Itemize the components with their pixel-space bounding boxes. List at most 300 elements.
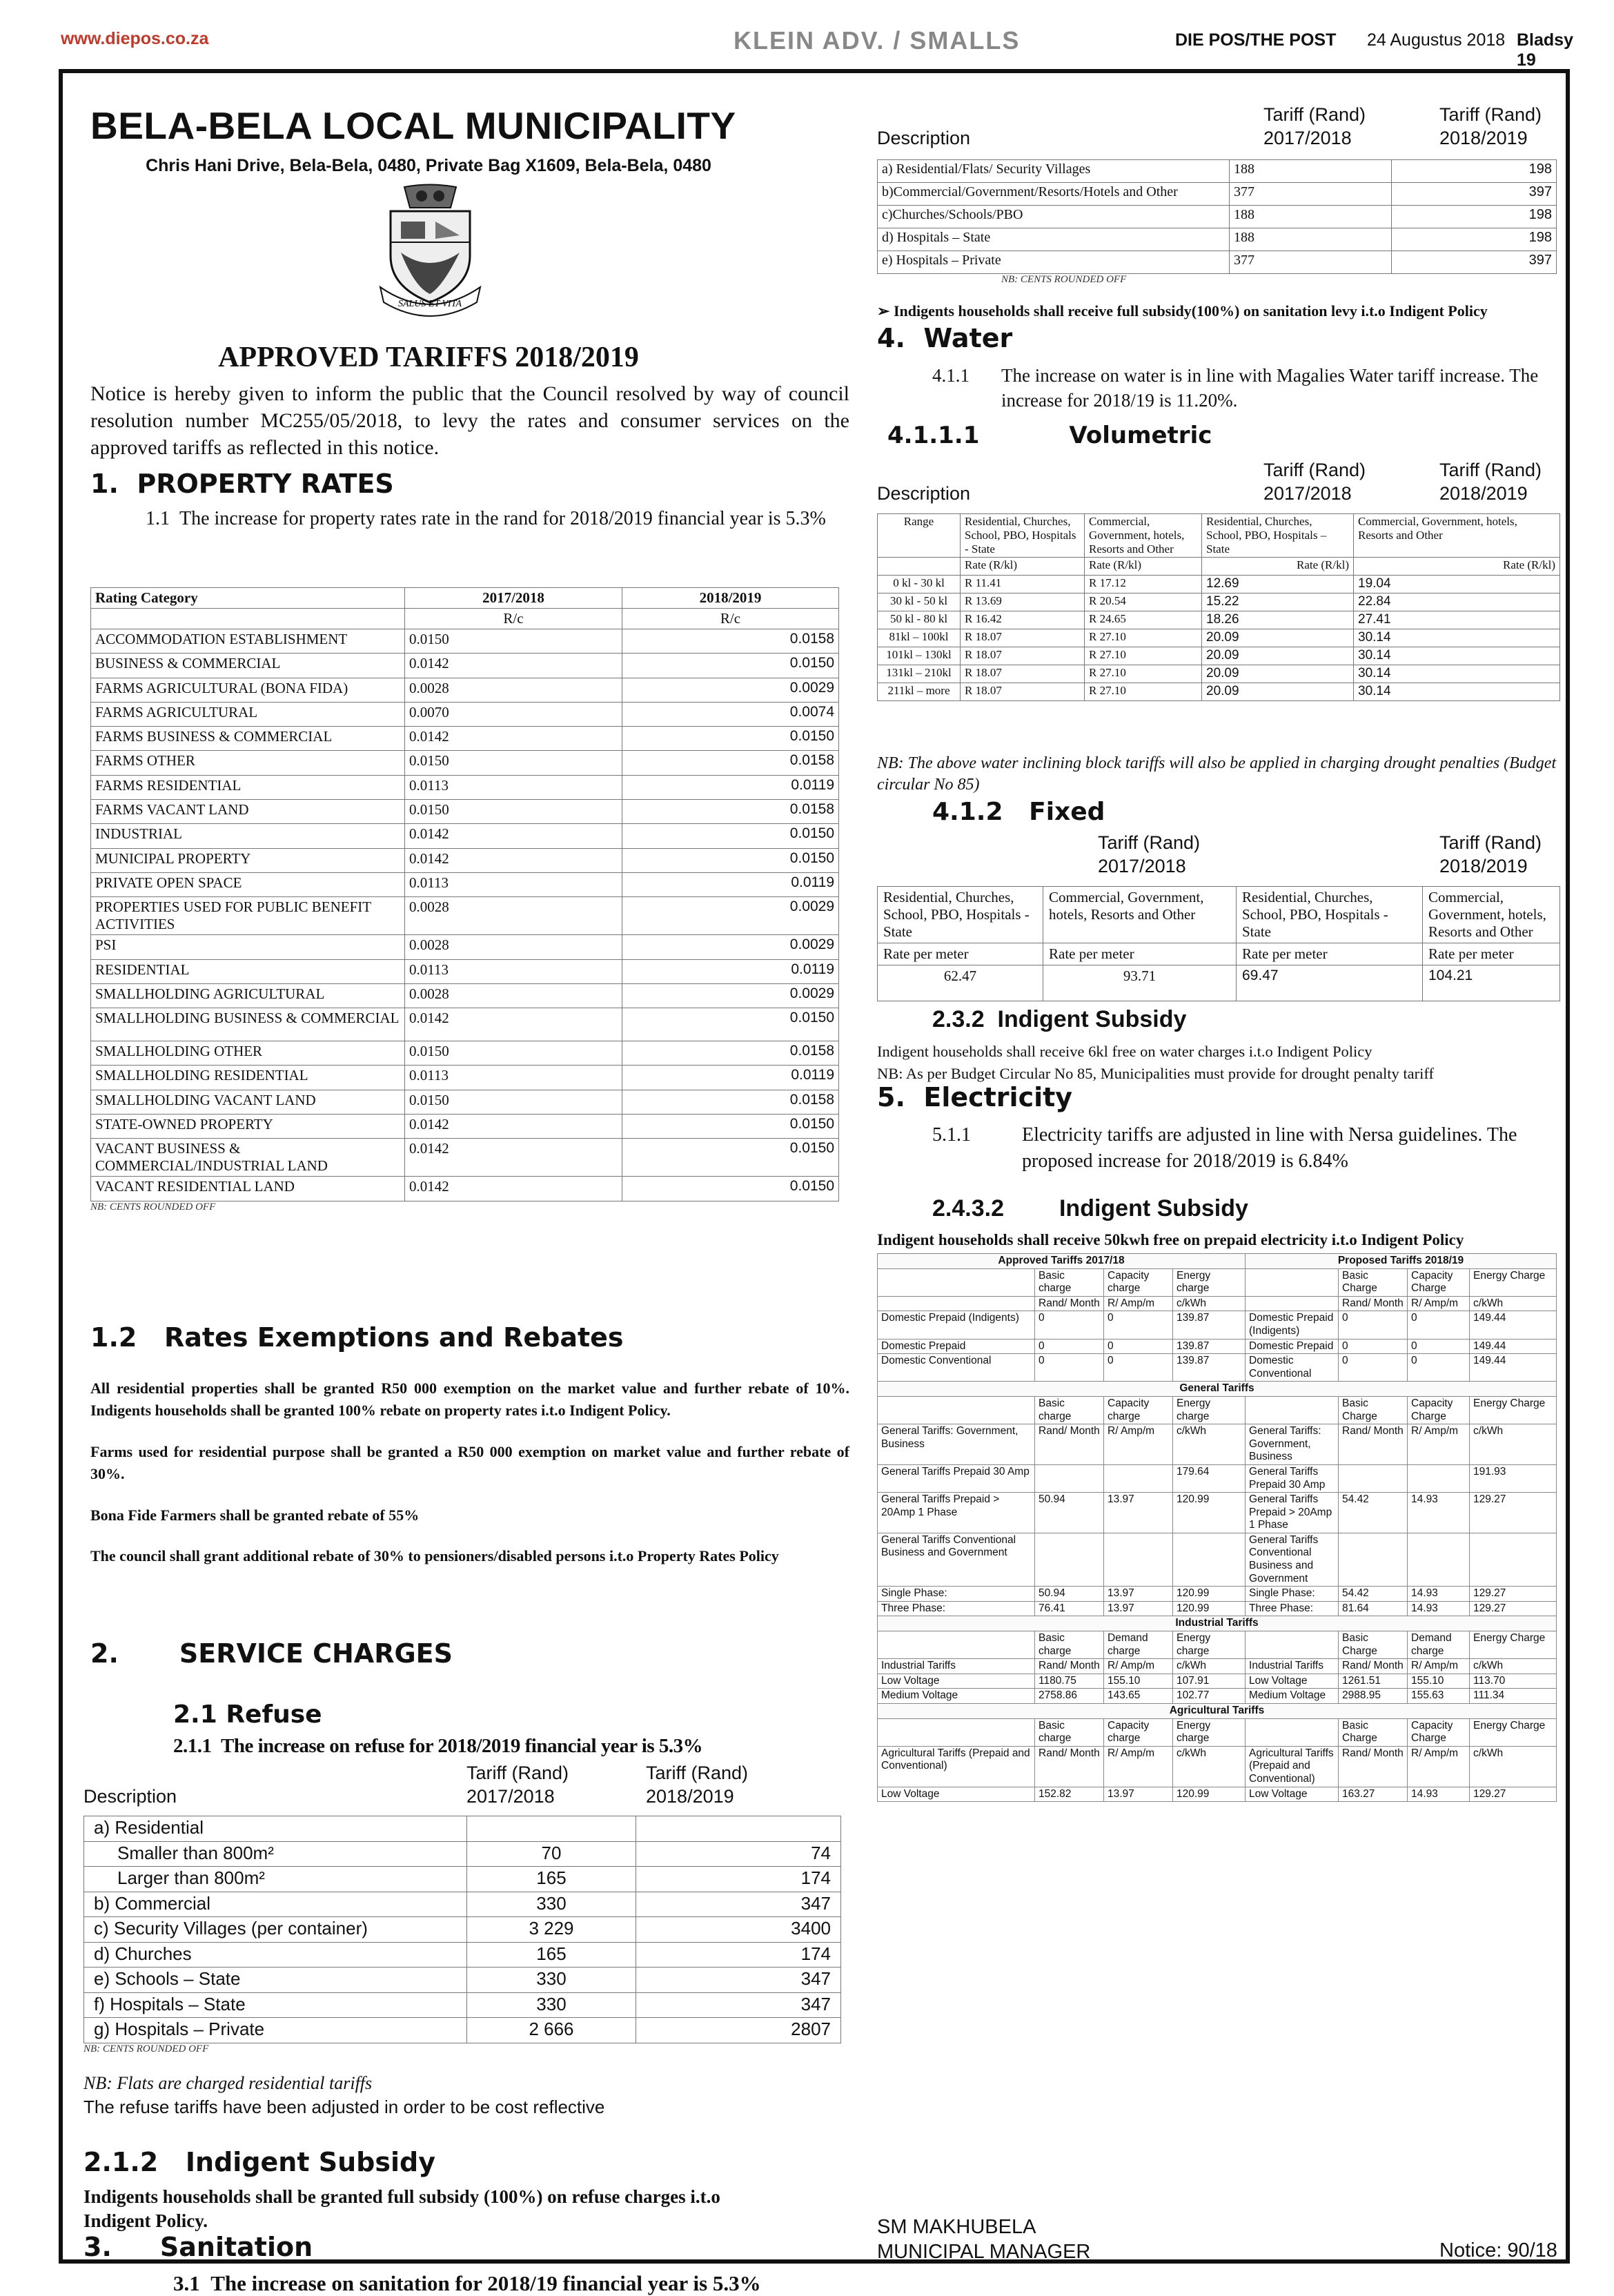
table-row	[84, 1968, 841, 1993]
value: 0	[1339, 1354, 1408, 1382]
tariff-2018: 347	[636, 1992, 841, 2018]
tariff-2018: 174	[636, 1867, 841, 1892]
unit-label: c/kWh	[1173, 1659, 1246, 1674]
table-row	[878, 1311, 1557, 1339]
table-row	[878, 1354, 1557, 1382]
value: 163.27	[1339, 1787, 1408, 1802]
table-row	[84, 2018, 841, 2043]
manager-name: SM MAKHUBELA	[877, 2216, 1036, 2238]
col-2017: 2017/2018	[1263, 483, 1352, 504]
capacity-charge-header: Capacity charge	[1104, 1396, 1173, 1424]
indigent-line: Indigent households shall receive 6kl free on water charges i.t.o Indigent Policy	[877, 1043, 1372, 1060]
unit-label: R/ Amp/m	[1104, 1659, 1173, 1674]
publication-name: DIE POS/THE POST	[1175, 30, 1337, 50]
heading-text: Rates Exemptions and Rebates	[164, 1322, 624, 1353]
row-label: General Tariffs Prepaid > 20Amp 1 Phase	[1246, 1493, 1339, 1533]
table-row	[878, 576, 1560, 593]
sub-text: The increase on refuse for 2018/2019 financial year is 5.3%	[221, 1735, 703, 1757]
rate-2017: 0.0113	[405, 775, 622, 799]
col-tariff: Tariff (Rand)	[1439, 104, 1542, 125]
table-row	[878, 1533, 1557, 1586]
residential-2018: 20.09	[1202, 647, 1354, 665]
tariff-2017: 70	[467, 1841, 636, 1867]
value: 13.97	[1104, 1587, 1173, 1602]
value	[1173, 1533, 1246, 1586]
electricity-table	[877, 1253, 1557, 2192]
residential-2018: 20.09	[1202, 629, 1354, 647]
unit-label: c/kWh	[1173, 1424, 1246, 1465]
value	[1035, 1533, 1104, 1586]
rate-2017: 0.0113	[405, 872, 622, 896]
basic-charge-header: Basic charge	[1035, 1718, 1104, 1746]
refuse-description: d) Churches	[84, 1942, 467, 1968]
table-header-row	[878, 1718, 1557, 1746]
table-row	[878, 665, 1560, 683]
value: 139.87	[1173, 1339, 1246, 1354]
residential-2018: 15.22	[1202, 593, 1354, 611]
table-row	[91, 1090, 839, 1114]
table-row	[878, 160, 1557, 183]
rate-2017: 0.0150	[405, 1090, 622, 1114]
units-row	[878, 1746, 1557, 1787]
unit-label: Rand/ Month	[1035, 1424, 1104, 1465]
table-header-row	[878, 1396, 1557, 1424]
rating-category: MUNICIPAL PROPERTY	[91, 848, 405, 872]
commercial-2017: R 17.12	[1085, 576, 1202, 593]
residential-2017: R 18.07	[961, 629, 1085, 647]
range: 101kl – 130kl	[878, 647, 961, 665]
commercial-2017: R 24.65	[1085, 611, 1202, 629]
residential-2018: 18.26	[1202, 611, 1354, 629]
rate-2018: 0.0119	[622, 775, 839, 799]
heading-number: 1.2	[90, 1322, 137, 1353]
value: 107.91	[1173, 1674, 1246, 1689]
col-tariff: Tariff (Rand)	[1439, 832, 1542, 853]
tariff-2018: 198	[1392, 228, 1557, 251]
drought-note: NB: The above water inclining block tariffs will also be applied in charging drought penalties (Budget circular No 85)	[877, 754, 1557, 794]
row-label: General Tariffs: Government, Business	[1246, 1424, 1339, 1465]
rating-category: PSI	[91, 935, 405, 959]
table-row	[878, 1587, 1557, 1602]
table-row	[91, 678, 839, 702]
col-2018: 2018/2019	[622, 588, 839, 609]
value: 120.99	[1173, 1601, 1246, 1616]
row-label: Low Voltage	[878, 1674, 1035, 1689]
table-row	[84, 1942, 841, 1968]
rate-2018: 0.0150	[622, 1115, 839, 1139]
value: 120.99	[1173, 1493, 1246, 1533]
col-commercial-2017: Commercial, Government, hotels, Resorts and Other	[1043, 887, 1237, 943]
value: 149.44	[1470, 1339, 1557, 1354]
row-label: Domestic Prepaid	[878, 1339, 1035, 1354]
signatory	[877, 2215, 1090, 2265]
value: 0	[1339, 1339, 1408, 1354]
refuse-description: c) Security Villages (per container)	[84, 1917, 467, 1943]
tariff-2017: 2 666	[467, 2018, 636, 2043]
rebate-paragraph: The council shall grant additional rebate of 30% to pensioners/disabled persons i.t.o Property Rates Policy	[90, 1547, 779, 1565]
rate-2018: 0.0158	[622, 629, 839, 654]
value: 2988.95	[1339, 1689, 1408, 1704]
heading-text: SERVICE CHARGES	[179, 1638, 453, 1669]
value: 143.65	[1104, 1689, 1173, 1704]
row-label: General Tariffs Prepaid 30 Amp	[878, 1464, 1035, 1492]
table-row	[91, 959, 839, 983]
value	[1339, 1533, 1408, 1586]
row-label: Industrial Tariffs	[878, 1659, 1035, 1674]
row-label: Domestic Conventional	[878, 1354, 1035, 1382]
table-header-row	[878, 1631, 1557, 1659]
range: 131kl – 210kl	[878, 665, 961, 683]
tariff-2018: 397	[1392, 183, 1557, 206]
row-label: General Tariffs Prepaid > 20Amp 1 Phase	[878, 1493, 1035, 1533]
unit-label: Rand/ Month	[1035, 1296, 1104, 1311]
refuse-table-header	[83, 1763, 849, 1811]
tariff-2018	[636, 1816, 841, 1842]
municipality-address: Chris Hani Drive, Bela-Bela, 0480, Private Bag X1609, Bela-Bela, 0480	[146, 156, 711, 175]
rate-unit: Rate per meter	[1423, 943, 1560, 965]
rating-category: VACANT BUSINESS & COMMERCIAL/INDUSTRIAL LAND	[91, 1139, 405, 1177]
value: 155.63	[1408, 1689, 1470, 1704]
row-label: Agricultural Tariffs (Prepaid and Conventional)	[878, 1746, 1035, 1787]
capacity-charge-header: Capacity charge	[1104, 1718, 1173, 1746]
value	[1470, 1533, 1557, 1586]
fixed-value: 62.47	[878, 965, 1043, 1001]
unit-label: R/ Amp/m	[1408, 1424, 1470, 1465]
heading-number: 2.1.2	[83, 2147, 159, 2177]
residential-2017: R 11.41	[961, 576, 1085, 593]
sanitation-indigent-note: ➢ Indigents households shall receive full subsidy(100%) on sanitation levy i.t.o Indigent Policy	[877, 302, 1488, 320]
rate-2018: 0.0029	[622, 897, 839, 935]
value: 0	[1104, 1339, 1173, 1354]
table-row	[878, 251, 1557, 274]
value: 0	[1035, 1354, 1104, 1382]
table-row	[878, 206, 1557, 228]
sanitation-description: b)Commercial/Government/Resorts/Hotels and Other	[878, 183, 1230, 206]
heading-text: Indigent Subsidy	[997, 1006, 1187, 1032]
table-row	[878, 1339, 1557, 1354]
residential-2017: R 18.07	[961, 683, 1085, 701]
tariff-2017	[467, 1816, 636, 1842]
heading-text: Indigent Subsidy	[185, 2147, 435, 2177]
col-2018: 2018/2019	[1439, 483, 1528, 504]
range: 0 kl - 30 kl	[878, 576, 961, 593]
table-row	[84, 1841, 841, 1867]
row-label: Industrial Tariffs	[1246, 1659, 1339, 1674]
heading-number: 3.	[83, 2232, 112, 2262]
proposed-tariffs-header: Proposed Tariffs 2018/19	[1246, 1254, 1557, 1269]
rate-2017: 0.0150	[405, 751, 622, 775]
value: 14.93	[1408, 1787, 1470, 1802]
rating-category: FARMS BUSINESS & COMMERCIAL	[91, 727, 405, 751]
rate-2017: 0.0142	[405, 654, 622, 678]
row-label: Low Voltage	[1246, 1787, 1339, 1802]
notice-number: Notice: 90/18	[1439, 2239, 1557, 2261]
table-row	[878, 1601, 1557, 1616]
value: 120.99	[1173, 1787, 1246, 1802]
rate-2017: 0.0142	[405, 1008, 622, 1041]
fixed-value: 69.47	[1237, 965, 1423, 1001]
tariff-2017: 165	[467, 1942, 636, 1968]
commercial-2018: 30.14	[1354, 647, 1560, 665]
sub-text: The increase on sanitation for 2018/19 financial year is 5.3%	[210, 2271, 761, 2295]
basic-charge-header: Basic Charge	[1339, 1718, 1408, 1746]
commercial-2018: 30.14	[1354, 683, 1560, 701]
value: 102.77	[1173, 1689, 1246, 1704]
value: 54.42	[1339, 1587, 1408, 1602]
publication-date: 24 Augustus 2018	[1367, 30, 1506, 50]
unit-label: R/ Amp/m	[1408, 1659, 1470, 1674]
page-number: Bladsy 19	[1517, 30, 1573, 70]
unit-label: Rand/ Month	[1035, 1746, 1104, 1787]
rate-2018: 0.0158	[622, 751, 839, 775]
property-rates-heading	[90, 469, 394, 499]
col-tariff: Tariff (Rand)	[466, 1763, 569, 1783]
heading-number: 2.4.3.2	[932, 1195, 1004, 1221]
row-label: Domestic Prepaid (Indigents)	[1246, 1311, 1339, 1339]
rating-category: FARMS RESIDENTIAL	[91, 775, 405, 799]
tariff-2017: 188	[1230, 160, 1392, 183]
agricultural-tariffs-title	[878, 1704, 1557, 1719]
row-label: Domestic Conventional	[1246, 1354, 1339, 1382]
row-label: Medium Voltage	[878, 1689, 1035, 1704]
value: 13.97	[1104, 1493, 1173, 1533]
sanitation-increase-text	[173, 2271, 761, 2296]
heading-text: Indigent Subsidy	[1059, 1195, 1248, 1221]
value: 1180.75	[1035, 1674, 1104, 1689]
sub-text: The increase for property rates rate in the rand for 2018/2019 financial year is 5.3%	[179, 508, 826, 529]
commercial-2017: R 27.10	[1085, 629, 1202, 647]
basic-charge-header: Basic charge	[1035, 1396, 1104, 1424]
rating-category: FARMS VACANT LAND	[91, 800, 405, 824]
general-tariffs-title	[878, 1382, 1557, 1397]
unit-label: R/c	[405, 609, 622, 629]
cents-note: NB: CENTS ROUNDED OFF	[1001, 274, 1127, 285]
notice-frame	[59, 69, 1570, 2295]
tariff-2017: 330	[467, 1968, 636, 1993]
commercial-2018: 30.14	[1354, 629, 1560, 647]
range: 81kl – 100kl	[878, 629, 961, 647]
table-row	[878, 593, 1560, 611]
table-row	[91, 1041, 839, 1066]
table-row	[84, 1816, 841, 1842]
table-row	[84, 1867, 841, 1892]
tariff-2018: 347	[636, 1968, 841, 1993]
sanitation-description: c)Churches/Schools/PBO	[878, 206, 1230, 228]
rate-2018: 0.0158	[622, 1090, 839, 1114]
heading-number: 2.	[90, 1638, 119, 1669]
value: 2758.86	[1035, 1689, 1104, 1704]
table-row	[878, 1424, 1557, 1465]
sub-number: 2.1.1	[173, 1735, 212, 1757]
value	[1104, 1464, 1173, 1492]
rate-2017: 0.0113	[405, 1066, 622, 1090]
rate-2017: 0.0150	[405, 629, 622, 654]
residential-2018: 12.69	[1202, 576, 1354, 593]
tariff-2017: 188	[1230, 206, 1392, 228]
range: 50 kl - 80 kl	[878, 611, 961, 629]
value: 14.93	[1408, 1493, 1470, 1533]
table-row	[91, 1115, 839, 1139]
table-row	[878, 611, 1560, 629]
col-tariff: Tariff (Rand)	[646, 1763, 749, 1783]
residential-2017: R 16.42	[961, 611, 1085, 629]
col-description: Description	[877, 128, 971, 148]
rate-unit: Rate (R/kl)	[1085, 558, 1202, 576]
col-residential-2018: Residential, Churches, School, PBO, Hospitals – State	[1202, 514, 1354, 558]
value: 139.87	[1173, 1354, 1246, 1382]
site-url[interactable]: www.diepos.co.za	[61, 29, 209, 48]
rating-category: SMALLHOLDING OTHER	[91, 1041, 405, 1066]
energy-charge-header: Energy charge	[1173, 1718, 1246, 1746]
energy-charge-header: Energy Charge	[1470, 1268, 1557, 1296]
rate-2018: 0.0150	[622, 727, 839, 751]
table-row	[878, 1787, 1557, 1802]
rate-unit: Rate (R/kl)	[961, 558, 1085, 576]
sub-text: The increase on water is in line with Magalies Water tariff increase. The increase for 2018/19 is 11.20%.	[1001, 365, 1539, 411]
sanitation-table-header	[877, 104, 1560, 153]
unit-label: R/ Amp/m	[1104, 1424, 1173, 1465]
table-row	[91, 751, 839, 775]
heading-number: 4.	[877, 323, 905, 353]
value: 76.41	[1035, 1601, 1104, 1616]
refuse-increase-text	[173, 1735, 702, 1758]
notice-title: APPROVED TARIFFS 2018/2019	[218, 342, 639, 373]
energy-charge-header: Energy Charge	[1470, 1396, 1557, 1424]
table-row	[91, 702, 839, 726]
volumetric-table	[877, 513, 1560, 701]
value	[1408, 1464, 1470, 1492]
rebate-paragraph: Bona Fide Farmers shall be granted rebate of 55%	[90, 1506, 420, 1524]
unit-label: c/kWh	[1173, 1296, 1246, 1311]
col-residential-2018: Residential, Churches, School, PBO, Hospitals - State	[1237, 887, 1423, 943]
unit-label: c/kWh	[1470, 1746, 1557, 1787]
tariff-2017: 377	[1230, 251, 1392, 274]
rating-category: SMALLHOLDING VACANT LAND	[91, 1090, 405, 1114]
value: 152.82	[1035, 1787, 1104, 1802]
refuse-indigent-heading	[83, 2147, 435, 2177]
table-row	[84, 1992, 841, 2018]
table-row	[91, 654, 839, 678]
value	[1035, 1464, 1104, 1492]
rating-category: VACANT RESIDENTIAL LAND	[91, 1177, 405, 1201]
energy-charge-header: Energy charge	[1173, 1268, 1246, 1296]
basic-charge-header: Basic charge	[1035, 1631, 1104, 1659]
value: 113.70	[1470, 1674, 1557, 1689]
commercial-2017: R 27.10	[1085, 647, 1202, 665]
tariff-2018: 347	[636, 1892, 841, 1917]
table-row	[878, 1464, 1557, 1492]
value: 13.97	[1104, 1787, 1173, 1802]
service-charges-heading	[90, 1638, 453, 1669]
property-increase-text	[146, 507, 843, 531]
table-row	[878, 683, 1560, 701]
refuse-indigent-text: Indigents households shall be granted full subsidy (100%) on refuse charges i.t.o Indigent Policy.	[83, 2186, 720, 2232]
residential-2018: 20.09	[1202, 665, 1354, 683]
heading-text: Refuse	[226, 1700, 322, 1729]
rating-category: INDUSTRIAL	[91, 824, 405, 848]
commercial-2017: R 27.10	[1085, 683, 1202, 701]
approved-tariffs-header: Approved Tariffs 2017/18	[878, 1254, 1246, 1269]
heading-text: Electricity	[923, 1082, 1073, 1112]
sanitation-table	[877, 159, 1557, 286]
sub-text: Electricity tariffs are adjusted in line with Nersa guidelines. The proposed increase for 2018/2019 is 6.84%	[1022, 1124, 1517, 1172]
table-row	[91, 775, 839, 799]
row-label: General Tariffs Prepaid 30 Amp	[1246, 1464, 1339, 1492]
value: 129.27	[1470, 1587, 1557, 1602]
basic-charge-header: Basic charge	[1035, 1268, 1104, 1296]
rate-2017: 0.0142	[405, 848, 622, 872]
water-indigent-heading	[932, 1006, 1186, 1033]
range: 30 kl - 50 kl	[878, 593, 961, 611]
tariff-2018: 174	[636, 1942, 841, 1968]
col-2017: 2017/2018	[466, 1786, 555, 1807]
value: 111.34	[1470, 1689, 1557, 1704]
energy-charge-header: Energy charge	[1173, 1631, 1246, 1659]
tariff-2018: 397	[1392, 251, 1557, 274]
unit-label: R/c	[622, 609, 839, 629]
row-label: Three Phase:	[1246, 1601, 1339, 1616]
heading-text: Sanitation	[159, 2232, 313, 2262]
sanitation-heading	[83, 2232, 313, 2262]
value: 0	[1408, 1339, 1470, 1354]
col-2017: 2017/2018	[405, 588, 622, 609]
value: 54.42	[1339, 1493, 1408, 1533]
table-row	[84, 1892, 841, 1917]
commercial-2018: 19.04	[1354, 576, 1560, 593]
tariff-2018: 3400	[636, 1917, 841, 1943]
rebate-paragraph: Farms used for residential purpose shall be granted a R50 000 exemption on market value and further rebate of 30%.	[90, 1442, 849, 1482]
intro-paragraph: Notice is hereby given to inform the public that the Council resolved by way of council resolution number MC255/05/2018, to levy the rates and consumer services on the approved tariffs as reflected in this notice.	[90, 382, 849, 459]
rating-category: FARMS AGRICULTURAL	[91, 702, 405, 726]
col-commercial-2017: Commercial, Government, hotels, Resorts and Other	[1085, 514, 1202, 558]
heading-number: 4.1.1.1	[887, 422, 980, 449]
rate-2017: 0.0142	[405, 1139, 622, 1177]
rate-unit: Rate (R/kl)	[1354, 558, 1560, 576]
col-tariff: Tariff (Rand)	[1439, 460, 1542, 480]
refuse-description: Smaller than 800m²	[84, 1841, 467, 1867]
row-label: Low Voltage	[1246, 1674, 1339, 1689]
value: 149.44	[1470, 1354, 1557, 1382]
rating-category: RESIDENTIAL	[91, 959, 405, 983]
basic-charge-header: Basic Charge	[1339, 1396, 1408, 1424]
heading-number: 4.1.2	[932, 798, 1003, 826]
refuse-heading	[173, 1700, 322, 1729]
refuse-reflective-note: The refuse tariffs have been adjusted in order to be cost reflective	[83, 2097, 605, 2117]
refuse-description: a) Residential	[84, 1816, 467, 1842]
tariff-2017: 3 229	[467, 1917, 636, 1943]
manager-title: MUNICIPAL MANAGER	[877, 2241, 1091, 2264]
capacity-charge-header: Capacity Charge	[1408, 1718, 1470, 1746]
tariff-2017: 330	[467, 1992, 636, 2018]
refuse-description: e) Schools – State	[84, 1968, 467, 1993]
unit-label: Rand/ Month	[1339, 1424, 1408, 1465]
rating-category: SMALLHOLDING AGRICULTURAL	[91, 983, 405, 1008]
table-row	[878, 1493, 1557, 1533]
col-rating-category: Rating Category	[91, 588, 405, 609]
table-row	[91, 872, 839, 896]
col-commercial-2018: Commercial, Government, hotels, Resorts and Other	[1354, 514, 1560, 558]
rate-2018: 0.0119	[622, 1066, 839, 1090]
tariff-2017: 377	[1230, 183, 1392, 206]
electricity-heading	[877, 1082, 1072, 1112]
rate-2018: 0.0119	[622, 872, 839, 896]
value	[1104, 1533, 1173, 1586]
motto-text: SALUS ET VITA	[397, 299, 462, 309]
value: 149.44	[1470, 1311, 1557, 1339]
table-row	[91, 1139, 839, 1177]
rate-2017: 0.0150	[405, 1041, 622, 1066]
rate-2018: 0.0074	[622, 702, 839, 726]
